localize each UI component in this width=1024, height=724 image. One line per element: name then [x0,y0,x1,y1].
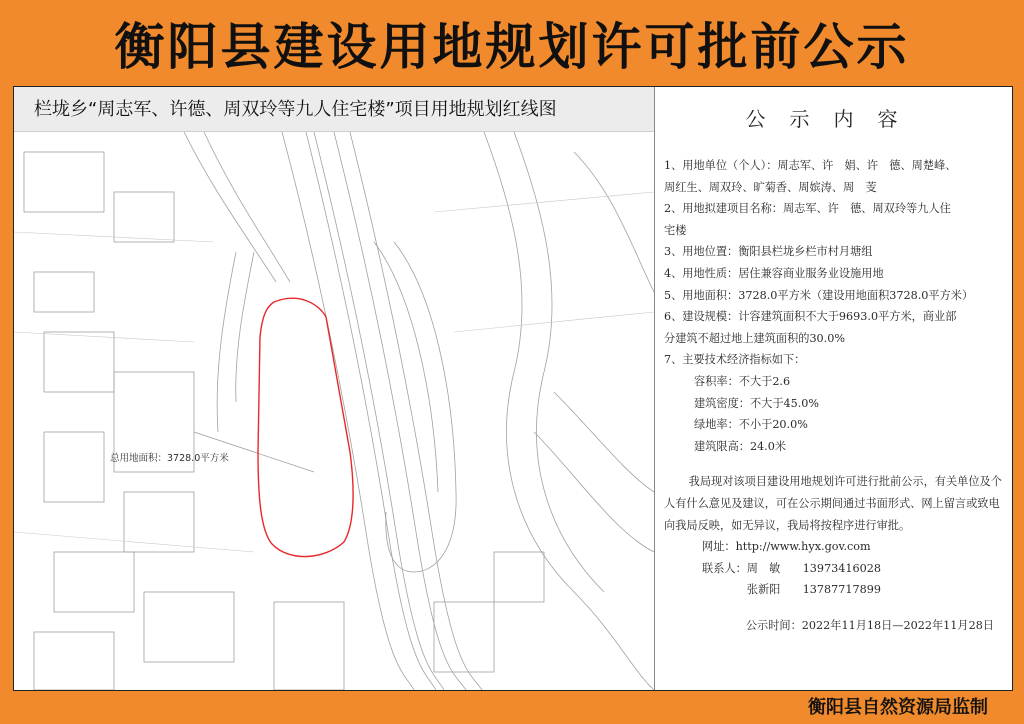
notice-heading: 公示内容 [745,107,922,131]
building-outline [24,152,104,212]
road-edge [282,132,414,690]
building-outline [124,492,194,552]
notice-line: 1、用地单位（个人）：周志军、许 娟、许 德、周楚峰、 [664,159,957,172]
indicator-green-ratio: 绿地率：不小于20.0% [694,418,808,432]
indicator-height-limit: 建筑限高：24.0米 [694,439,787,453]
road-edge [350,132,482,690]
road-edge [217,252,236,432]
road-edge [306,132,436,690]
building-outline [44,332,114,392]
road-edge [204,132,290,282]
indicator-plot-ratio: 容积率：不大于2.6 [694,374,791,388]
notice-paragraph: 我局现对该项目建设用地规划许可进行批前公示，有关单位及个人有什么意见及建议，可在公示期间通过书面形式、网上留言或致电向我局反映，如无异议，我局将按程序进行审批。 [664,475,1002,532]
notice-line: 分建筑不超过地上建筑面积的30.0% [664,331,845,345]
notice-line: 4、用地性质：居住兼容商业服务业设施用地 [664,266,884,280]
notice-body [664,155,1004,636]
notice-line: 5、用地面积：3728.0平方米（建设用地面积3728.0平方米） [664,288,974,302]
building-outline [44,432,104,502]
notice-panel [655,87,1012,690]
site-plan-map [14,132,654,690]
block-outline [386,242,456,572]
notice-board [13,86,1013,691]
building-outline [114,192,174,242]
block-outline [374,242,438,492]
notice-line: 周红生、周双玲、旷菊香、周嫔涛、周 芰 [664,180,877,194]
notice-line: 2、用地拟建项目名称：周志军、许 德、周双玲等九人住 [664,202,951,216]
stream-line [484,132,654,690]
grid-line [454,312,654,332]
notice-line: 7、主要技术经济指标如下： [664,353,806,367]
contact-website: 网址：http://www.hyx.gov.com [702,540,871,554]
notice-line: 3、用地位置：衡阳县栏垅乡栏市村月塘组 [664,245,873,259]
grid-line [14,532,254,552]
page-title: 衡阳县建设用地规划许可批前公示 [114,17,910,76]
notice-line: 宅楼 [664,223,687,237]
building-outline [434,602,494,672]
stream-line [514,132,604,592]
contour-line [574,152,654,292]
land-boundary-redline [258,298,353,556]
contour-line [554,392,654,492]
building-outline [144,592,234,662]
contour-line [534,432,654,552]
indicator-building-density: 建筑密度：不大于45.0% [694,396,820,410]
notice-period: 公示时间：2022年11月18日—2022年11月28日 [745,618,994,632]
road-edge [184,132,276,282]
road-edge [236,252,254,402]
building-outline [494,552,544,602]
building-outline [34,272,94,312]
notice-line: 6、建设规模：计容建筑面积不大于9693.0平方米，商业部 [664,310,957,324]
site-plan-drawing [14,132,654,690]
contact-person-1: 联系人：周 敏 13973416028 [702,561,881,575]
grid-line [434,192,654,212]
building-outline [54,552,134,612]
map-title-band [14,87,654,132]
footer-bar [0,689,1024,724]
building-outline [34,632,114,690]
header-banner [0,0,1024,86]
grid-line [14,332,194,342]
footer-credit: 衡阳县自然资源局监制 [808,697,988,718]
contact-person-2: 张新阳 13787717899 [702,583,881,597]
map-title: 栏垅乡“周志军、许德、周双玲等九人住宅楼”项目用地规划红线图 [34,99,557,120]
parcel-area-label: 总用地面积：3728.0平方米 [110,453,229,464]
building-outline [274,602,344,690]
road-edge [314,132,444,690]
